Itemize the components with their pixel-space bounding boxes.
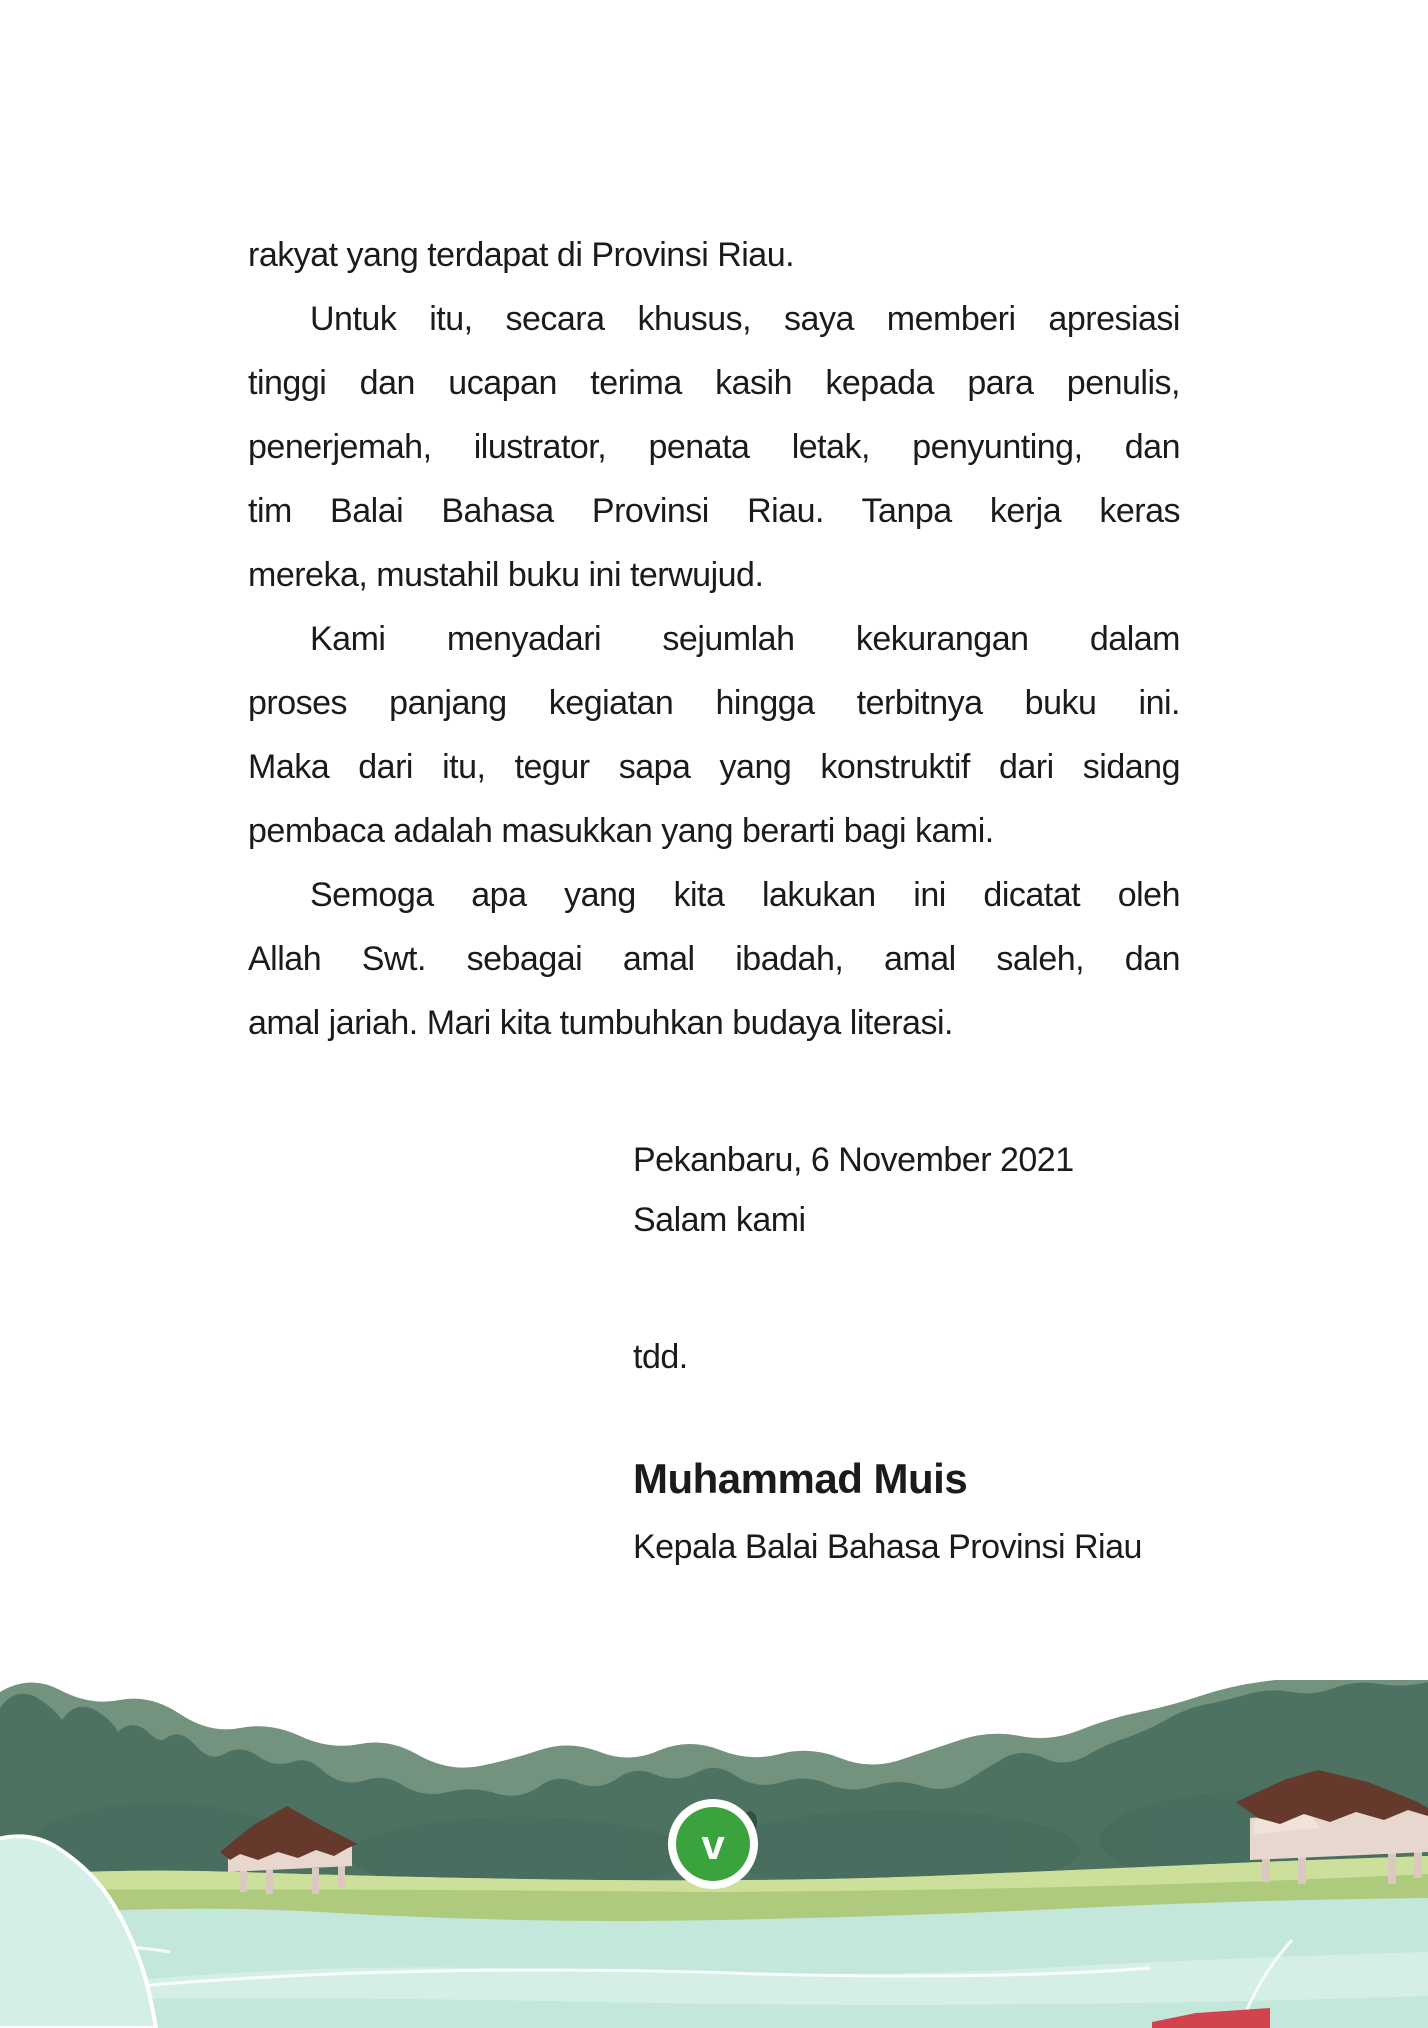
signature-name: Muhammad Muis: [633, 1455, 968, 1502]
text-line: mereka, mustahil buku ini terwujud.: [248, 556, 764, 594]
signature-place-date: Pekanbaru, 6 November 2021: [633, 1141, 1074, 1179]
page-number-label: v: [701, 1821, 725, 1868]
signature-title: Kepala Balai Bahasa Provinsi Riau: [633, 1528, 1142, 1566]
body-text: [248, 223, 1180, 1055]
text-line: Allah Swt. sebagai amal ibadah, amal saleh, dan: [248, 940, 1180, 978]
footer-illustration: [0, 1680, 1428, 2028]
text-line: proses panjang kegiatan hingga terbitnya buku ini.: [248, 684, 1180, 722]
text-line: Semoga apa yang kita lakukan ini dicatat oleh: [310, 876, 1180, 914]
text-line: Kami menyadari sejumlah kekurangan dalam: [310, 620, 1180, 658]
text-line: tinggi dan ucapan terima kasih kepada para penulis,: [248, 364, 1180, 402]
text-line: tim Balai Bahasa Provinsi Riau. Tanpa kerja keras: [248, 492, 1180, 530]
text-line: rakyat yang terdapat di Provinsi Riau.: [248, 236, 795, 274]
signature-tdd: tdd.: [633, 1338, 688, 1376]
text-line: amal jariah. Mari kita tumbuhkan budaya literasi.: [248, 1004, 953, 1042]
signature-salutation: Salam kami: [633, 1201, 806, 1239]
page-number-badge: [668, 1799, 758, 1889]
text-line: pembaca adalah masukkan yang berarti bagi kami.: [248, 812, 994, 850]
text-line: Maka dari itu, tegur sapa yang konstruktif dari sidang: [248, 748, 1180, 786]
text-line: Untuk itu, secara khusus, saya memberi apresiasi: [310, 300, 1180, 338]
text-line: penerjemah, ilustrator, penata letak, penyunting, dan: [248, 428, 1180, 466]
